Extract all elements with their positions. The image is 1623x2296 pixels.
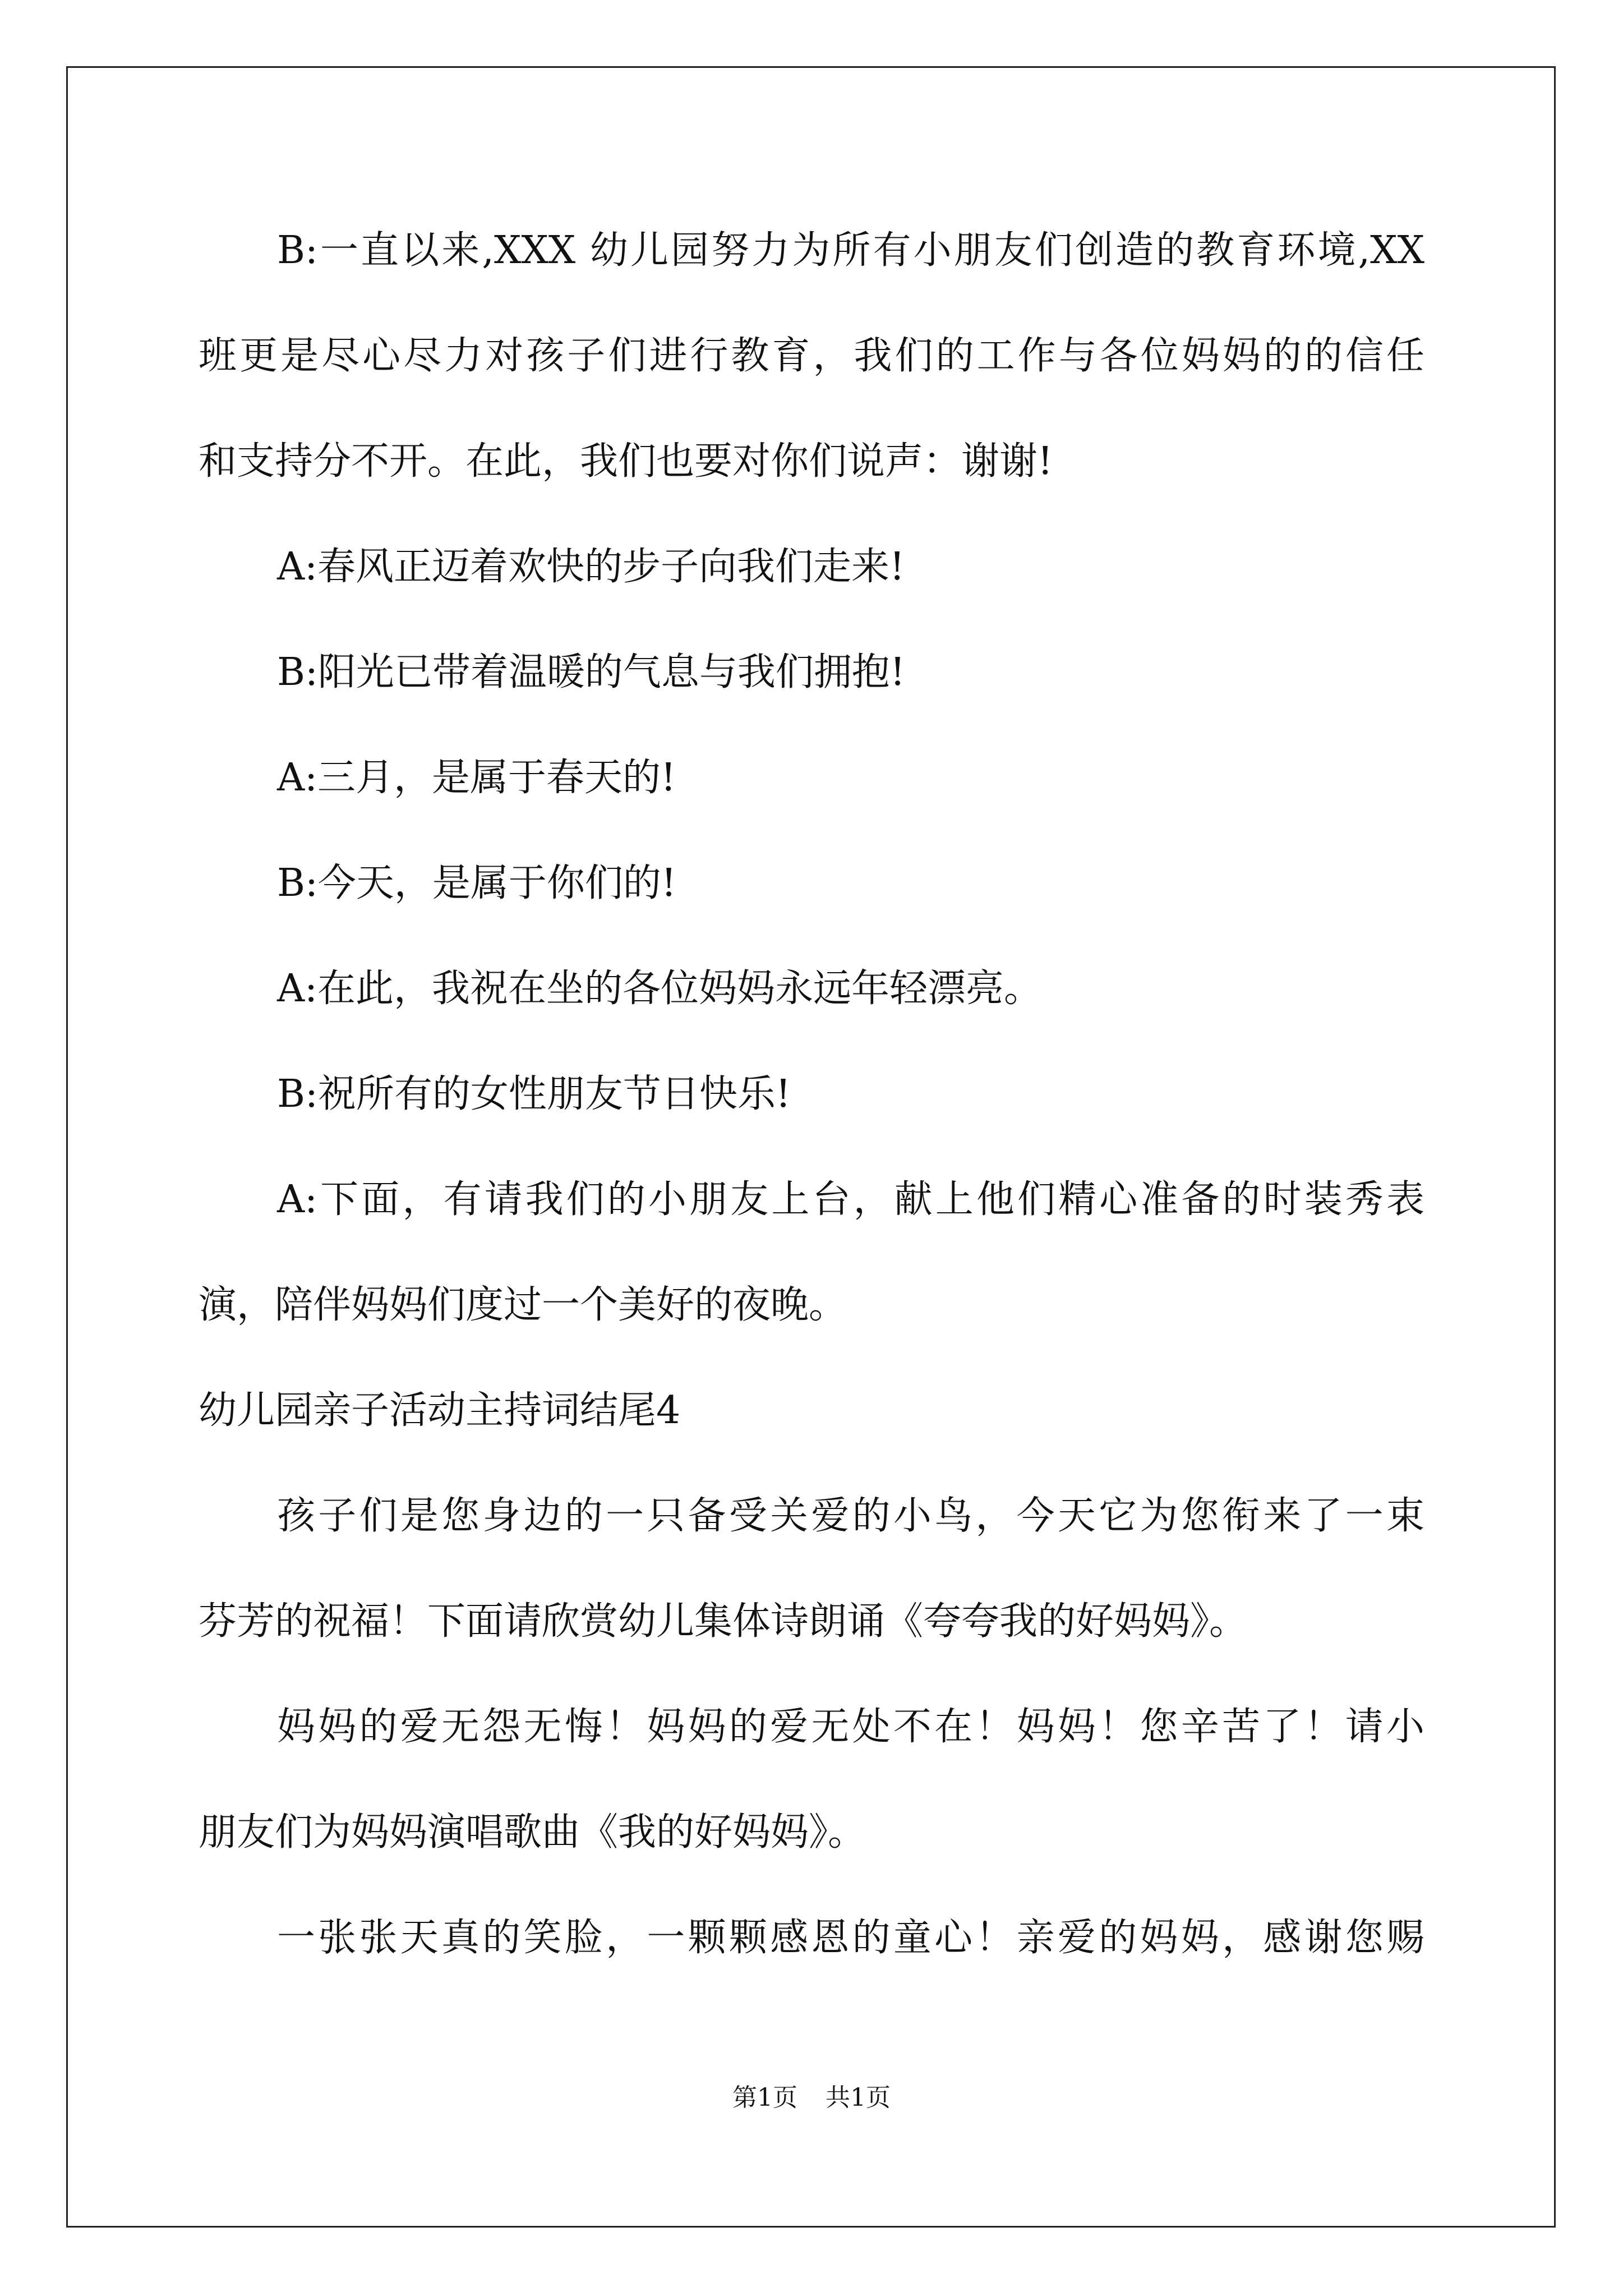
text-line: 芬芳的祝福！下面请欣赏幼儿集体诗朗诵《夸夸我的好妈妈》。: [199, 1599, 1248, 1644]
page-total: 共1页: [826, 2083, 891, 2112]
text-line: 班更是尽心尽力对孩子们进行教育，我们的工作与各位妈妈的的信任: [199, 334, 1424, 378]
section-heading: 幼儿园亲子活动主持词结尾4: [199, 1388, 681, 1433]
text-line: 和支持分不开。在此，我们也要对你们说声：谢谢!: [199, 439, 1053, 484]
text-line: 妈妈的爱无怨无悔！妈妈的爱无处不在！妈妈！您辛苦了！请小: [277, 1705, 1424, 1749]
text-line: A:三月，是属于春天的!: [277, 756, 676, 800]
text-line: A:在此，我祝在坐的各位妈妈永远年轻漂亮。: [277, 967, 1043, 1011]
text-line: B:一直以来,XXX 幼儿园努力为所有小朋友们创造的教育环境,XX: [277, 228, 1424, 273]
text-line: B:今天，是属于你们的!: [277, 861, 677, 905]
text-line: 朋友们为妈妈演唱歌曲《我的好妈妈》。: [199, 1810, 866, 1855]
text-line: 演，陪伴妈妈们度过一个美好的夜晚。: [199, 1283, 847, 1327]
page-number: 第1页: [732, 2083, 797, 2112]
text-line: A:下面，有请我们的小朋友上台，献上他们精心准备的时装秀表: [277, 1177, 1424, 1222]
text-line: B:祝所有的女性朋友节日快乐!: [277, 1072, 791, 1116]
text-line: A:春风正迈着欢快的步子向我们走来!: [277, 545, 905, 589]
page-footer: [0, 2081, 1623, 2115]
text-line: 孩子们是您身边的一只备受关爱的小鸟，今天它为您衔来了一束: [277, 1494, 1424, 1538]
page-border: [66, 66, 1556, 2228]
text-line: 一张张天真的笑脸，一颗颗感恩的童心！亲爱的妈妈，感谢您赐: [277, 1916, 1424, 1960]
text-line: B:阳光已带着温暖的气息与我们拥抱!: [277, 650, 906, 694]
